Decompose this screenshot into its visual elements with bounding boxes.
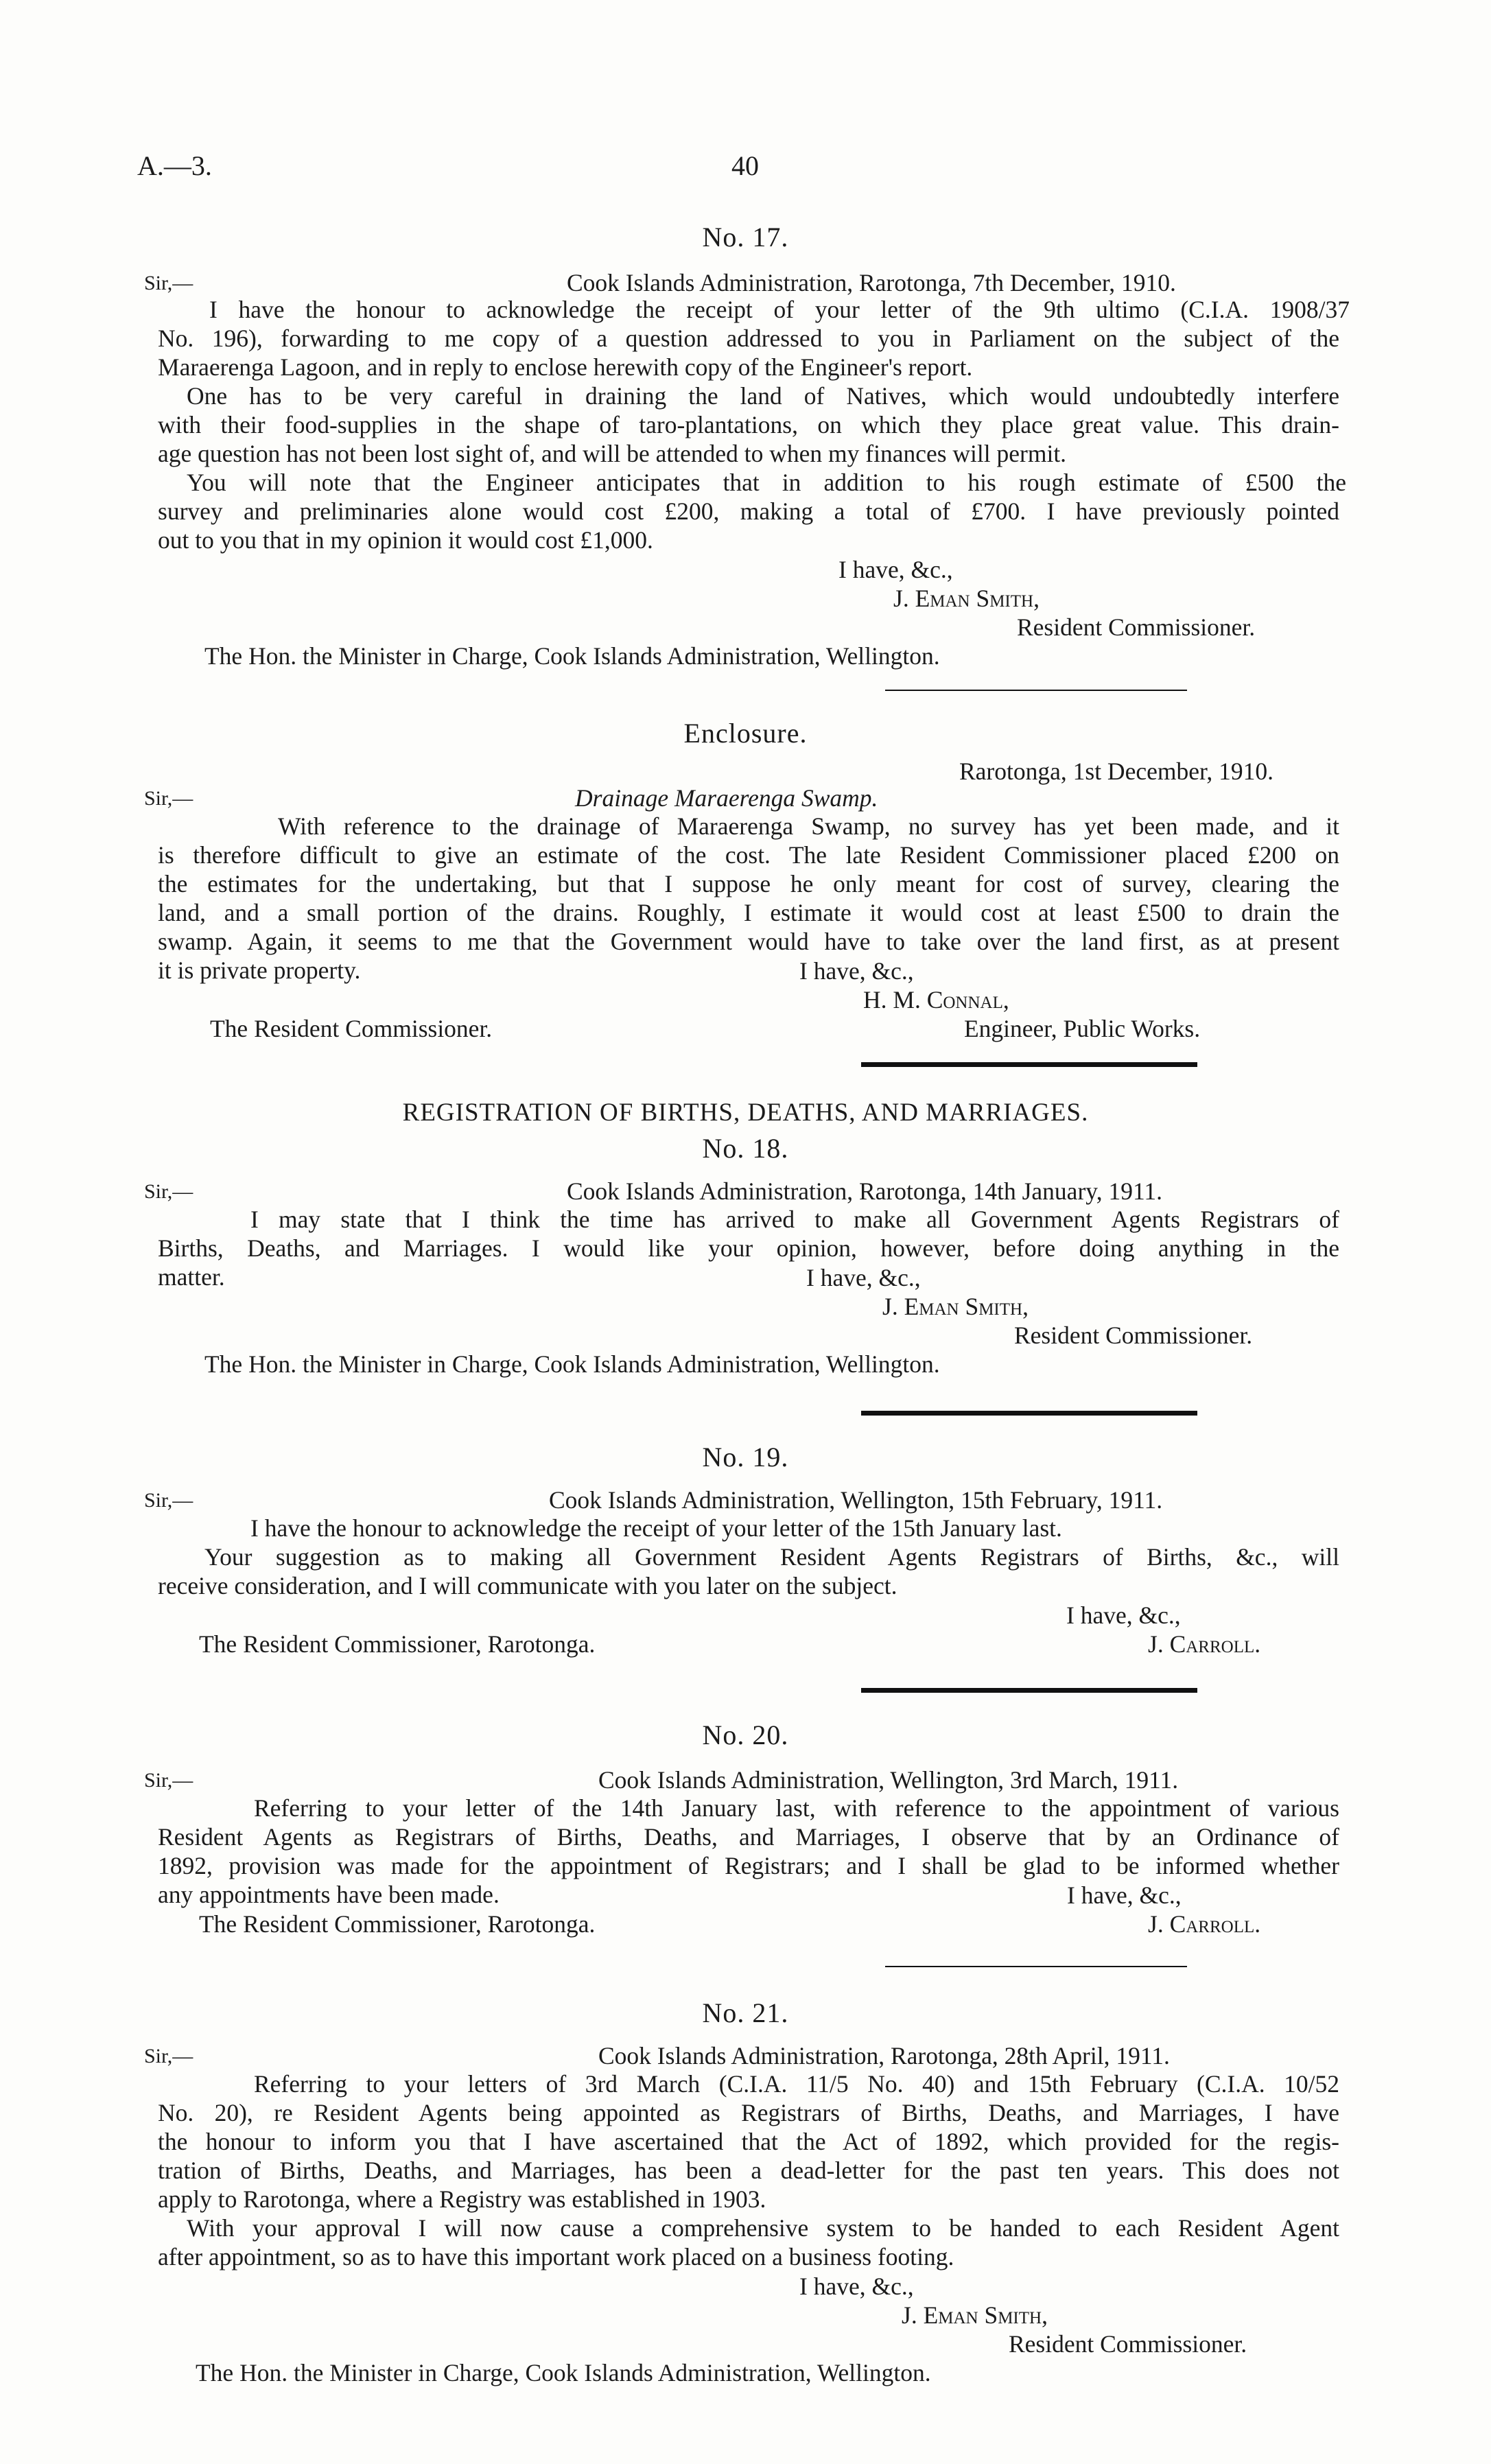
addressee: The Resident Commissioner, Rarotonga. [199, 1630, 596, 1658]
closing: I have, &c., [1067, 1881, 1182, 1909]
salutation: Sir,— [144, 1180, 193, 1203]
subject: Drainage Maraerenga Swamp. [575, 784, 878, 812]
letter-number: No. 18. [702, 1133, 789, 1164]
addressee: The Hon. the Minister in Charge, Cook Islands Administration, Wellington. [196, 2359, 931, 2386]
body-line: You will note that the Engineer anticipates that in addition to his rough estimate of £500 the [187, 469, 1346, 496]
enclosure-heading: Enclosure. [683, 718, 808, 749]
body-line: with their food-supplies in the shape of taro-plantations, on which they place great value. This drain- [158, 411, 1339, 438]
dateline: Cook Islands Administration, Wellington, 15th February, 1911. [549, 1486, 1163, 1514]
salutation: Sir,— [144, 1769, 193, 1792]
body-line: matter. [158, 1263, 225, 1291]
body-line: it is private property. [158, 957, 361, 984]
letter-number: No. 17. [702, 222, 789, 253]
body-line: out to you that in my opinion it would cost £1,000. [158, 526, 653, 554]
dateline: Cook Islands Administration, Rarotonga, 28th April, 1911. [598, 2042, 1170, 2069]
dateline: Cook Islands Administration, Rarotonga, 14th January, 1911. [567, 1177, 1163, 1205]
signatory-title: Resident Commissioner. [1017, 613, 1256, 641]
letter-number: No. 20. [702, 1720, 789, 1750]
letter-number: No. 21. [702, 1997, 789, 2028]
letter-number: No. 19. [702, 1442, 789, 1472]
body-line: land, and a small portion of the drains. Roughly, I estimate it would cost at least £500 to drain the [158, 899, 1339, 926]
signature: H. M. Connal, [863, 986, 1009, 1013]
body-line: age question has not been lost sight of, and will be attended to when my finances will permit. [158, 440, 1067, 467]
body-line: 1892, provision was made for the appointment of Registrars; and I shall be glad to be informed whether [158, 1852, 1339, 1879]
dateline: Rarotonga, 1st December, 1910. [959, 758, 1273, 785]
body-line: tration of Births, Deaths, and Marriages, has been a dead-letter for the past ten years. This does not [158, 2157, 1339, 2184]
body-line: swamp. Again, it seems to me that the Government would have to take over the land first, as at present [158, 928, 1339, 955]
body-line: No. 20), re Resident Agents being appointed as Registrars of Births, Deaths, and Marriages, I have [158, 2099, 1339, 2126]
divider [861, 1411, 1197, 1416]
page-number: 40 [731, 150, 759, 181]
divider [861, 1062, 1197, 1067]
body-line: I have the honour to acknowledge the receipt of your letter of the 9th ultimo (C.I.A. 1908/37 [209, 296, 1350, 323]
body-line: survey and preliminaries alone would cost £200, making a total of £700. I have previously pointed [158, 497, 1339, 525]
body-line: Your suggestion as to making all Government Resident Agents Registrars of Births, &c., will [204, 1543, 1339, 1571]
signatory-title: Resident Commissioner. [1014, 1322, 1253, 1349]
body-line: Resident Agents as Registrars of Births, Deaths, and Marriages, I observe that by an Ordinance of [158, 1823, 1339, 1851]
body-line: the estimates for the undertaking, but that I suppose he only meant for cost of survey, clearing the [158, 870, 1339, 897]
closing: I have, &c., [799, 2273, 914, 2300]
body-line: No. 196), forwarding to me copy of a question addressed to you in Parliament on the subject of the [158, 325, 1339, 352]
divider [861, 1688, 1197, 1693]
signatory-title: Engineer, Public Works. [964, 1015, 1201, 1042]
divider [885, 1966, 1187, 1967]
divider [885, 690, 1187, 691]
salutation: Sir,— [144, 787, 193, 810]
body-line: Referring to your letters of 3rd March (C.I.A. 11/5 No. 40) and 15th February (C.I.A. 10/52 [254, 2070, 1339, 2098]
body-line: Referring to your letter of the 14th January last, with reference to the appointment of various [254, 1794, 1339, 1822]
addressee: The Hon. the Minister in Charge, Cook Islands Administration, Wellington. [204, 1350, 940, 1378]
body-line: after appointment, so as to have this important work placed on a business footing. [158, 2243, 954, 2271]
signature: J. Carroll. [1148, 1630, 1261, 1658]
addressee: The Resident Commissioner, Rarotonga. [199, 1910, 596, 1938]
closing: I have, &c., [1066, 1601, 1181, 1629]
section-heading: REGISTRATION OF BIRTHS, DEATHS, AND MARRIAGES. [402, 1099, 1089, 1127]
closing: I have, &c., [799, 957, 914, 985]
page-ref: A.—3. [137, 150, 212, 181]
signature: J. Eman Smith, [893, 585, 1040, 612]
body-line: apply to Rarotonga, where a Registry was established in 1903. [158, 2185, 766, 2213]
body-line: the honour to inform you that I have ascertained that the Act of 1892, which provided for the regis- [158, 2128, 1339, 2155]
signature: J. Eman Smith, [882, 1293, 1029, 1320]
salutation: Sir,— [144, 2045, 193, 2067]
body-line: Maraerenga Lagoon, and in reply to enclose herewith copy of the Engineer's report. [158, 353, 973, 381]
salutation: Sir,— [144, 272, 193, 294]
body-line: I have the honour to acknowledge the receipt of your letter of the 15th January last. [250, 1514, 1062, 1542]
dateline: Cook Islands Administration, Rarotonga, 7th December, 1910. [567, 269, 1176, 296]
closing: I have, &c., [838, 556, 953, 583]
body-line: One has to be very careful in draining the land of Natives, which would undoubtedly interfere [187, 382, 1339, 410]
addressee: The Resident Commissioner. [210, 1015, 493, 1042]
dateline: Cook Islands Administration, Wellington, 3rd March, 1911. [598, 1766, 1179, 1794]
body-line: I may state that I think the time has arrived to make all Government Agents Registrars of [250, 1206, 1339, 1233]
body-line: any appointments have been made. [158, 1881, 500, 1908]
signature: J. Carroll. [1148, 1910, 1261, 1938]
body-line: Births, Deaths, and Marriages. I would like your opinion, however, before doing anything in the [158, 1234, 1339, 1262]
body-line: receive consideration, and I will communicate with you later on the subject. [158, 1572, 897, 1599]
closing: I have, &c., [806, 1264, 921, 1291]
signature: J. Eman Smith, [902, 2301, 1048, 2329]
body-line: With your approval I will now cause a comprehensive system to be handed to each Resident Agent [187, 2214, 1339, 2242]
signatory-title: Resident Commissioner. [1009, 2330, 1247, 2358]
body-line: is therefore difficult to give an estimate of the cost. The late Resident Commissioner placed £200 on [158, 841, 1339, 869]
addressee: The Hon. the Minister in Charge, Cook Islands Administration, Wellington. [204, 642, 940, 670]
body-line: With reference to the drainage of Maraerenga Swamp, no survey has yet been made, and it [278, 812, 1339, 840]
salutation: Sir,— [144, 1489, 193, 1512]
